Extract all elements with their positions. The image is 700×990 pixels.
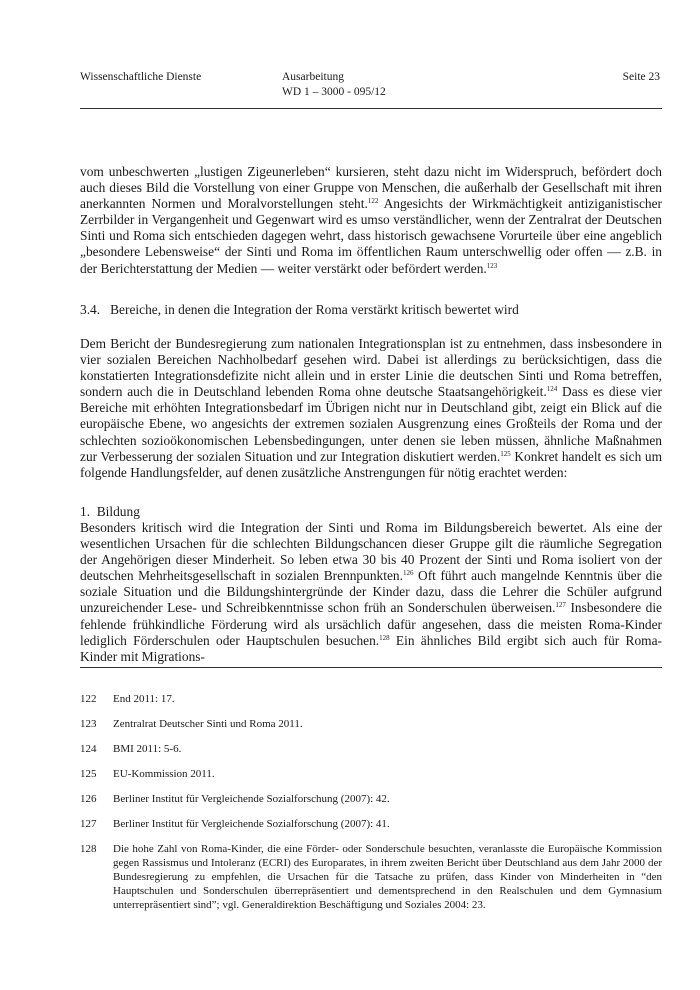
paragraph-text: Angesichts der Wirkmächtigkeit antiziganistischer Zerrbilder in Vergangenheit und Gegenwart wird es umso verständlicher, wenn der Zentralrat der Deutschen Sinti und Roma sich entschieden dagegen wehrt, dass historisch gewachsene Vorurteile über eine angeblich „besondere Lebensweise“ der Sinti und Roma im öffentlichen Raum unterschwellig oder offen — z.B. in der Berichterstattung der Medien — weiter verstärkt oder befördert werden. (80, 196, 662, 276)
body-paragraph-1 (80, 164, 662, 277)
paragraph-text: Dass es diese vier Bereiche mit erhöhten Integrationsbedarf im Übrigen nicht nur in Deutschland gibt, zeigt ein Blick auf die europäische Ebene, wo angesichts der extremen sozialen Ausgrenzung eines Großteils der Roma und der schlechten sozioökonomischen Lebensbedingungen, unter denen sie leben müssen, ähnliche Maßnahmen zur Verbesserung der sozialen Situation und zur Integration diskutiert werden. (80, 384, 662, 464)
footnote-number: 123 (80, 718, 97, 730)
footnote-text: Zentralrat Deutscher Sinti und Roma 2011. (113, 718, 303, 730)
footnote-number: 128 (80, 843, 97, 855)
footnote-126 (80, 792, 662, 806)
footnote-text: EU-Kommission 2011. (113, 768, 215, 780)
footnote-ref-122[interactable]: 122 (367, 197, 379, 206)
paragraph-text: Oft führt auch mangelnde Kenntnis über die soziale Situation und die Bildungshintergründe der Kinder dazu, dass die Lehrer die Schüler aufgrund unzureichender Lese- und Schreibkenntnisse schon früh an Sonderschulen überweisen. (80, 568, 663, 616)
footnote-number: 122 (80, 693, 97, 705)
footnote-123 (80, 717, 662, 731)
footnote-ref-126[interactable]: 126 (402, 569, 414, 578)
footnote-ref-123[interactable]: 123 (486, 261, 498, 270)
footnote-number: 127 (80, 818, 97, 830)
paragraph-text: vom unbeschwerten „lustigen Zigeunerleben“ kursieren, steht dazu nicht im Widerspruch, befördert doch auch dieses Bild die Vorstellung von einer Gruppe von Menschen, die außerhalb der Gesellschaft mit ihren anerkannten Normen und Moralvorstellungen steht. (80, 164, 662, 212)
header-document-number: WD 1 – 3000 - 095/12 (282, 86, 386, 98)
header-document-info (282, 70, 386, 100)
footnote-text: Die hohe Zahl von Roma-Kinder, die eine Förder- oder Sonderschule besuchten, veranlasste die Europäische Kommission gegen Rassismus und Intoleranz (ECRI) des Europarates, in ihrem zweiten Bericht über Deutschland aus dem Jahr 2000 der Bundesregierung zu empfehlen, die Ursachen für die Tatsache zu prüfen, dass Kinder von Minderheiten in “den Hauptschulen und Sonderschulen überrepräsentiert und dementsprechend in den Realschulen und dem Gymnasium unterrepräsentiert sind”; vgl. Generaldirektion Beschäftigung und Soziales 2004: 23. (113, 843, 662, 911)
footnote-text: Berliner Institut für Vergleichende Sozialforschung (2007): 41. (113, 818, 390, 830)
footnote-128 (80, 842, 662, 912)
body-paragraph-3 (80, 520, 662, 665)
footnote-number: 125 (80, 768, 97, 780)
section-heading-3-4: 3.4. Bereiche, in denen die Integration der Roma verstärkt kritisch bewertet wird (80, 302, 519, 317)
header-page-number: Seite 23 (622, 71, 660, 83)
footnote-ref-124[interactable]: 124 (546, 385, 558, 394)
footnote-124 (80, 742, 662, 756)
footnote-number: 124 (80, 743, 97, 755)
paragraph-text: Ein ähnliches Bild ergibt sich auch für Roma-Kinder mit Migrations- (80, 632, 662, 664)
footnote-text: End 2011: 17. (113, 693, 175, 705)
footnote-ref-125[interactable]: 125 (500, 449, 511, 458)
footnote-125 (80, 767, 662, 781)
footnote-127 (80, 817, 662, 831)
header-institution: Wissenschaftliche Dienste (80, 71, 202, 83)
footnote-ref-128[interactable]: 128 (379, 633, 390, 642)
enumeration-item-bildung: 1. Bildung (80, 504, 140, 519)
footnote-text: Berliner Institut für Vergleichende Sozialforschung (2007): 42. (113, 793, 390, 805)
body-paragraph-2 (80, 336, 662, 481)
footnote-number: 126 (80, 793, 97, 805)
paragraph-text: Konkret handelt es sich um folgende Handlungsfelder, auf denen zusätzliche Anstrengungen für nötig erachtet werden: (80, 448, 662, 480)
paragraph-text: Besonders kritisch wird die Integration der Sinti und Roma im Bildungsbereich bewertet. Als eine der wesentlichen Ursachen für die schlechten Bildungschancen dieser Gruppe gilt die räumliche Segregation der Angehörigen dieser Minderheit. So leben etwa 30 bis 40 Prozent der Sinti und Roma isoliert von der deutschen Mehrheitsgesellschaft in sozialen Brennpunkten. (80, 520, 662, 584)
header-document-type: Ausarbeitung (282, 71, 344, 83)
footnote-122 (80, 692, 662, 706)
footnote-separator (80, 667, 662, 668)
footnote-ref-127[interactable]: 127 (555, 601, 566, 610)
paragraph-text: Dem Bericht der Bundesregierung zum nationalen Integrationsplan ist zu entnehmen, dass insbesondere in vier sozialen Bereichen Nachholbedarf gesehen wird. Dabei ist allerdings zu berücksichtigen, dass die konstatierten Integrationsdefizite nicht allein und in erster Linie die deutschen Sinti und Roma betreffen, sondern auch die in Deutschland lebenden Roma ohne deutsche Staatsangehörigkeit. (80, 336, 662, 400)
footnote-text: BMI 2011: 5-6. (113, 743, 182, 755)
paragraph-text: Insbesondere die fehlende frühkindliche Förderung wird als ursächlich dafür angesehen, dass die meisten Roma-Kinder lediglich Förderschulen oder Hauptschulen besuchen. (80, 600, 662, 648)
header-rule (80, 108, 662, 109)
